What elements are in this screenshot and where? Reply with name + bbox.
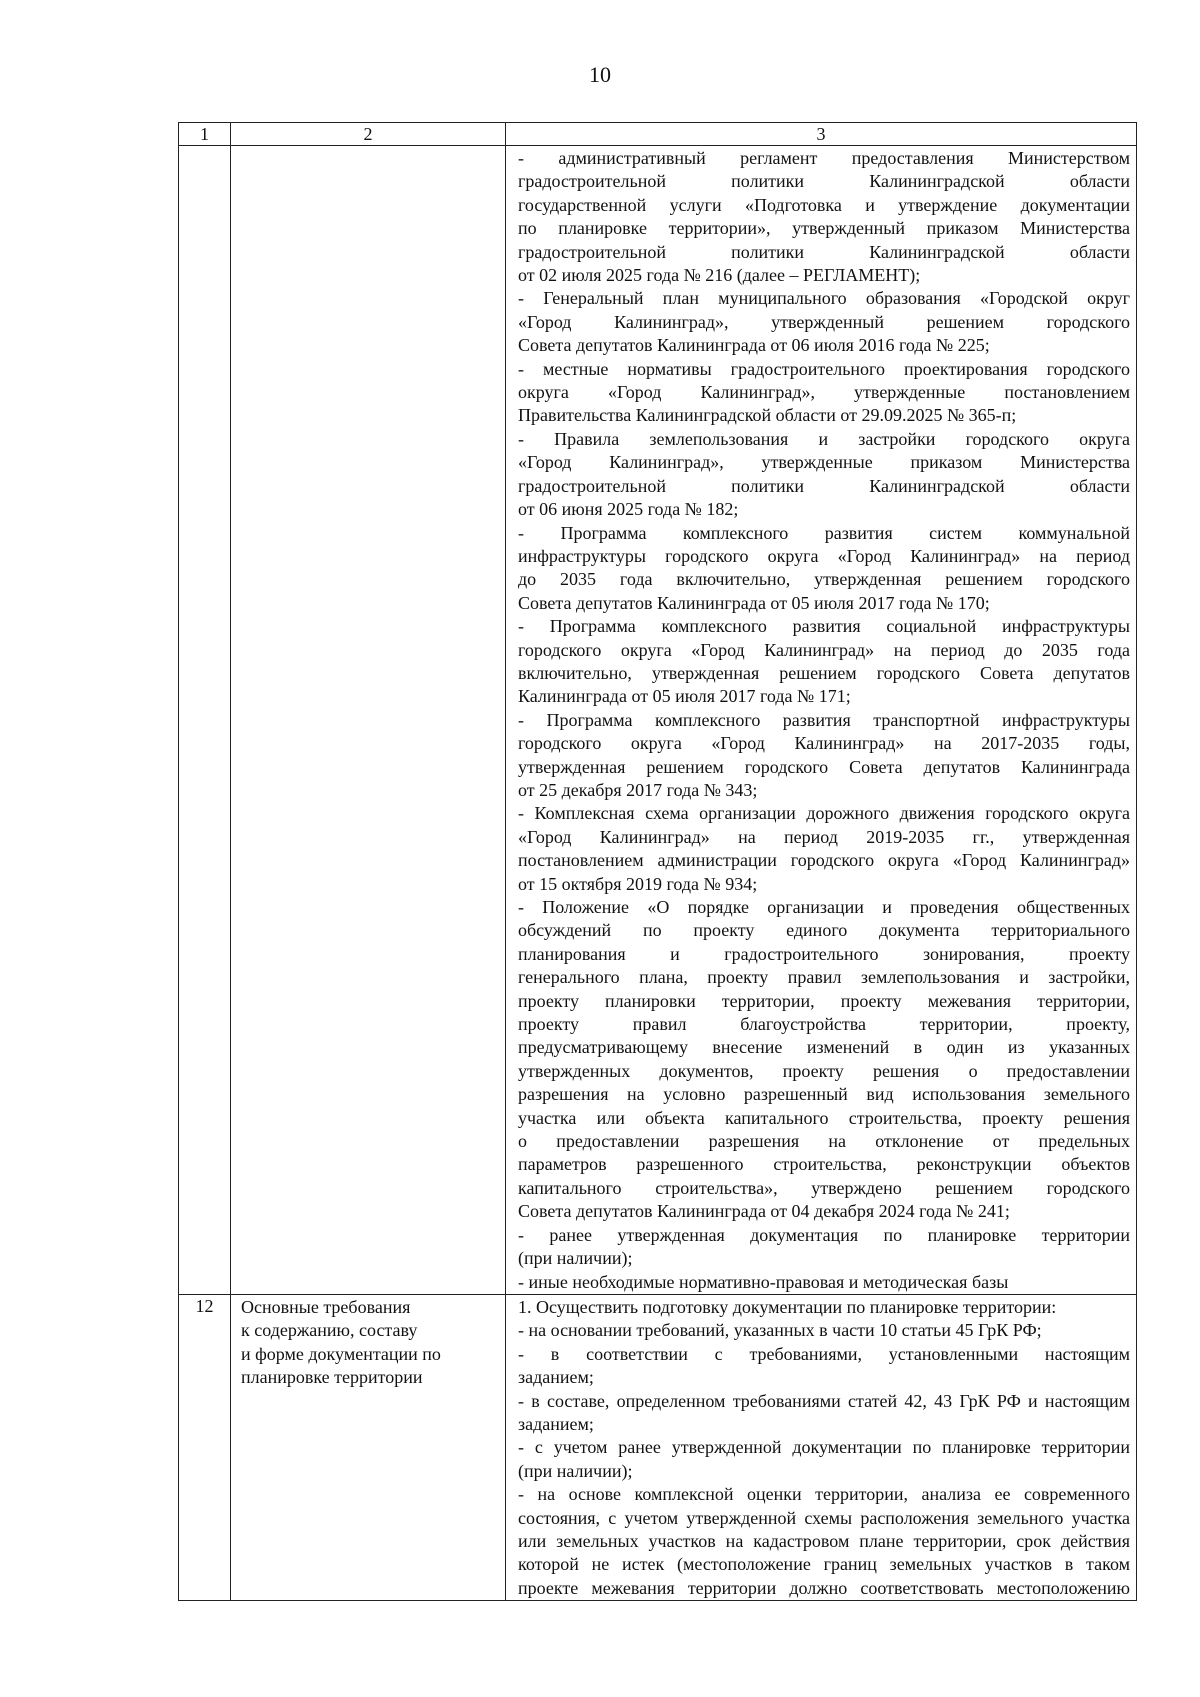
content-text-block [506,1295,1136,1600]
text-line: градостроительной политики Калининградской области [518,241,1130,262]
text-line: обсуждений по проекту единого документа территориального [518,920,1130,941]
text-line: до 2035 года включительно, утвержденная решением городского [518,569,1130,590]
text-line: заданием; [518,1413,594,1434]
content-text-block [506,146,1136,1294]
requirement-line: к содержанию, составу [241,1320,418,1341]
text-line: проекту планировки территории, проекту межевания территории, [518,990,1130,1011]
text-line: городского округа «Город Калининград» на 2017-2035 годы, [518,733,1130,754]
text-line: - Положение «О порядке организации и проведения общественных [518,897,1130,917]
text-line: включительно, утвержденная решением городского Совета депутатов [518,662,1130,683]
text-line: планирования и градостроительного зонирования, проекту [518,943,1130,964]
text-line: - административный регламент предоставления Министерством [518,148,1130,168]
text-line: постановлением администрации городского округа «Город Калининград» [518,850,1130,871]
text-line: - Правила землепользования и застройки городского округа [518,428,1130,449]
text-line: Совета депутатов Калининграда от 06 июля 2016 года № 225; [518,335,990,356]
text-line: - местные нормативы градостроительного проектирования городского [518,358,1130,379]
text-line: проекту правил благоустройства территории, проекту, [518,1014,1130,1035]
text-line: разрешения на условно разрешенный вид использования земельного [518,1084,1130,1105]
row-number-cell [179,146,231,1295]
header-col-3: 3 [506,123,1137,146]
row-number-cell: 12 [179,1294,231,1600]
page-number: 10 [589,62,611,87]
requirement-text-block [231,1295,505,1390]
text-line: капитального строительства», утверждено решением городского [518,1177,1130,1198]
text-line: или земельных участков на кадастровом плане территории, срок действия [518,1530,1130,1551]
text-line: заданием; [518,1367,594,1388]
table-header-row [179,123,1137,146]
text-line: - иные необходимые нормативно-правовая и методическая базы [518,1271,1009,1292]
text-line: «Город Калининград» на период 2019-2035 гг., утвержденная [518,826,1130,847]
text-line: - на основании требований, указанных в части 10 статьи 45 ГрК РФ; [518,1320,1042,1341]
row-requirement-cell [231,1294,506,1600]
text-line: Совета депутатов Калининграда от 05 июля 2017 года № 170; [518,592,990,613]
text-line: «Город Калининград», утвержденный решением городского [518,311,1130,332]
text-line: городского округа «Город Калининград» на период до 2035 года [518,639,1130,660]
text-line: участка или объекта капитального строительства, проекту решения [518,1107,1130,1128]
text-line: утвержденных документов, проекту решения о предоставлении [518,1060,1130,1081]
requirements-table [178,122,1137,1601]
text-line: которой не истек (местоположение границ земельных участков в таком [518,1554,1130,1575]
text-line: от 25 декабря 2017 года № 343; [518,779,758,800]
text-line: по планировке территории», утвержденный приказом Министерства [518,218,1130,239]
text-line: состояния, с учетом утвержденной схемы расположения земельного участка [518,1507,1130,1528]
header-col-1: 1 [179,123,231,146]
requirement-line: и форме документации по [241,1343,441,1364]
row-content-cell [506,1294,1137,1600]
text-line: от 15 октября 2019 года № 934; [518,873,758,894]
text-line: - Программа комплексного развития транспортной инфраструктуры [518,709,1130,730]
text-line: градостроительной политики Калининградской области [518,475,1130,496]
text-line: - Комплексная схема организации дорожного движения городского округа [518,803,1130,824]
text-line: - с учетом ранее утвержденной документации по планировке территории [518,1437,1130,1458]
row-requirement-cell [231,146,506,1295]
text-line: генерального плана, проекту правил землепользования и застройки, [518,967,1130,988]
text-line: утвержденная решением городского Совета депутатов Калининграда [518,756,1130,777]
header-col-2: 2 [231,123,506,146]
text-line: Совета депутатов Калининграда от 04 декабря 2024 года № 241; [518,1201,1010,1222]
text-line: 1. Осуществить подготовку документации по планировке территории: [518,1296,1057,1317]
requirement-line: Основные требования [241,1296,411,1317]
text-line: проекте межевания территории должно соответствовать местоположению [518,1577,1130,1598]
text-line: государственной услуги «Подготовка и утверждение документации [518,194,1130,215]
text-line: градостроительной политики Калининградской области [518,171,1130,192]
requirement-line: планировке территории [241,1367,423,1388]
text-line: округа «Город Калининград», утвержденные постановлением [518,382,1130,403]
text-line: параметров разрешенного строительства, реконструкции объектов [518,1154,1130,1175]
text-line: Калининграда от 05 июля 2017 года № 171; [518,686,851,707]
text-line: - ранее утвержденная документация по планировке территории [518,1224,1130,1245]
text-line: (при наличии); [518,1248,633,1269]
text-line: - Программа комплексного развития социальной инфраструктуры [518,616,1130,637]
text-line: от 02 июля 2025 года № 216 (далее – РЕГЛАМЕНТ); [518,265,921,286]
text-line: (при наличии); [518,1460,633,1481]
text-line: о предоставлении разрешения на отклонение от предельных [518,1131,1130,1152]
table-row [179,146,1137,1295]
text-line: «Город Калининград», утвержденные приказом Министерства [518,452,1130,473]
row-content-cell [506,146,1137,1295]
table-row [179,1294,1137,1600]
text-line: - в соответствии с требованиями, установленными настоящим [518,1343,1130,1364]
text-line: инфраструктуры городского округа «Город Калининград» на период [518,545,1130,566]
text-line: - Программа комплексного развития систем коммунальной [518,522,1130,543]
text-line: - в составе, определенном требованиями статей 42, 43 ГрК РФ и настоящим [518,1390,1130,1411]
text-line: - Генеральный план муниципального образования «Городской округ [518,288,1130,309]
text-line: - на основе комплексной оценки территории, анализа ее современного [518,1484,1130,1505]
text-line: от 06 июня 2025 года № 182; [518,499,739,520]
text-line: Правительства Калининградской области от 29.09.2025 № 365-п; [518,405,1017,426]
text-line: предусматривающему внесение изменений в один из указанных [518,1037,1130,1058]
